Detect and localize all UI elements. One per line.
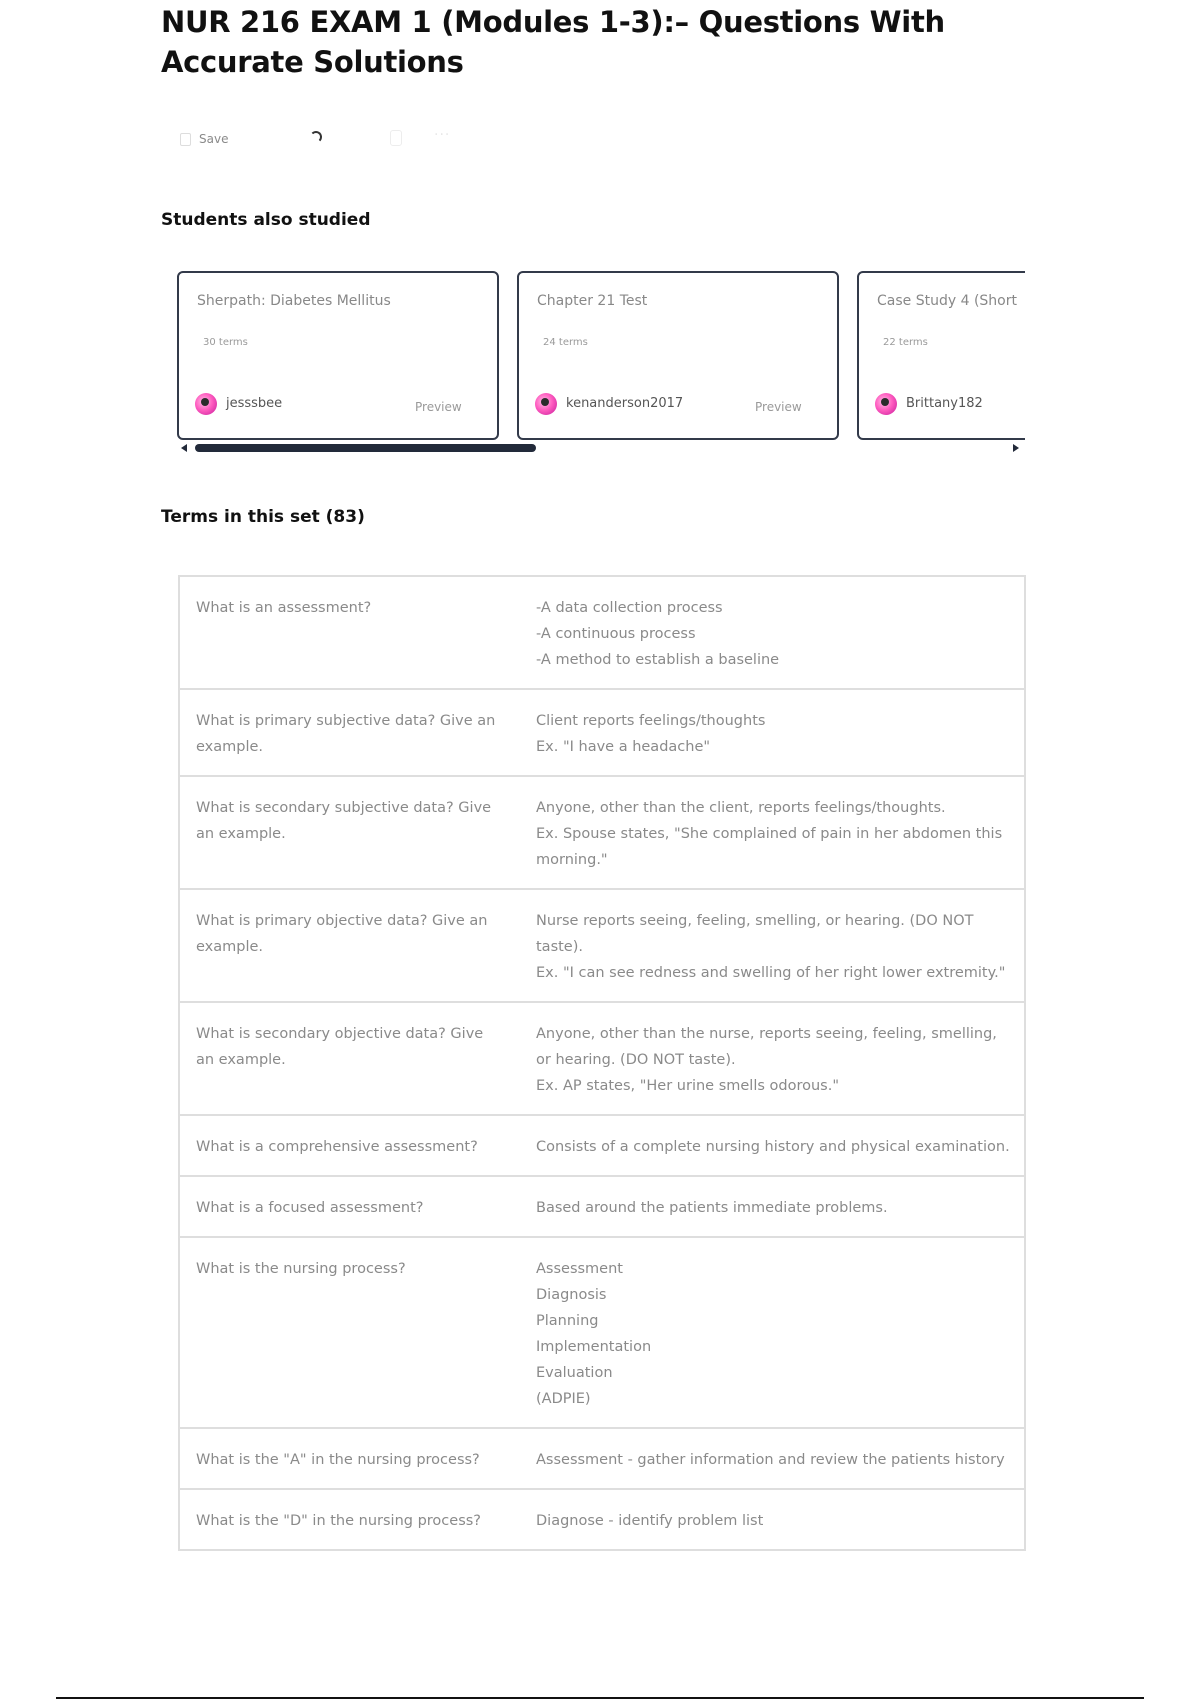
term-answer-line: -A method to establish a baseline: [536, 652, 780, 668]
term-row: [180, 1003, 1024, 1116]
term-row: [180, 690, 1024, 777]
term-question: What is the nursing process?: [196, 1261, 406, 1277]
term-answer-line: Based around the patients immediate problems.: [536, 1200, 888, 1216]
term-question: What is primary subjective data? Give an example.: [196, 713, 496, 755]
scroll-right-arrow-icon[interactable]: [1013, 444, 1019, 452]
term-answer: [520, 1429, 1024, 1488]
term-answer: [520, 1238, 1024, 1427]
term-answer-line: Assessment: [536, 1261, 623, 1277]
term-answer-line: Consists of a complete nursing history and physical examination.: [536, 1139, 1010, 1155]
card-term-count: 24 terms: [543, 337, 588, 348]
term-answer: [520, 1003, 1024, 1114]
card-title: Chapter 21 Test: [537, 293, 648, 309]
card-term-count: 30 terms: [203, 337, 248, 348]
term-row: [180, 1116, 1024, 1177]
card-term-count: 22 terms: [883, 337, 928, 348]
more-options-icon[interactable]: ···: [434, 127, 451, 143]
term-row: [180, 777, 1024, 890]
loading-spinner-icon: [310, 131, 322, 143]
term-answer-line: -A continuous process: [536, 626, 696, 642]
term-answer: [520, 690, 1024, 775]
term-question: What is primary objective data? Give an example.: [196, 913, 488, 955]
term-row: [180, 1177, 1024, 1238]
term-row: [180, 1429, 1024, 1490]
page-title: NUR 216 EXAM 1 (Modules 1-3):– Questions With Accurate Solutions: [161, 5, 945, 79]
term-row: [180, 1490, 1024, 1549]
term-question: What is a comprehensive assessment?: [196, 1139, 478, 1155]
term-answer-line: Planning: [536, 1313, 599, 1329]
divider: [56, 1697, 1144, 1699]
term-answer-line: Diagnose - identify problem list: [536, 1513, 764, 1529]
term-question: What is a focused assessment?: [196, 1200, 424, 1216]
term-answer-line: Ex. "I have a headache": [536, 739, 711, 755]
avatar: [195, 393, 217, 415]
terms-in-set-heading: Terms in this set (83): [161, 507, 365, 527]
term-row: [180, 890, 1024, 1003]
avatar: [875, 393, 897, 415]
study-set-card[interactable]: [177, 271, 499, 440]
study-set-card[interactable]: [857, 271, 1025, 440]
toolbar: [180, 126, 500, 152]
term-answer-line: (ADPIE): [536, 1391, 591, 1407]
card-title: Case Study 4 (Short: [877, 293, 1017, 309]
term-answer-line: -A data collection process: [536, 600, 723, 616]
term-question: What is secondary objective data? Give an example.: [196, 1026, 484, 1068]
term-answer-line: Anyone, other than the client, reports feelings/thoughts.: [536, 800, 946, 816]
term-answer-line: Evaluation: [536, 1365, 613, 1381]
card-username[interactable]: jesssbee: [226, 396, 283, 411]
term-answer-line: Ex. "I can see redness and swelling of her right lower extremity.": [536, 965, 1006, 981]
save-button[interactable]: [180, 126, 228, 152]
share-icon[interactable]: [390, 130, 402, 146]
term-answer: [520, 1490, 1024, 1549]
scroll-left-arrow-icon[interactable]: [181, 444, 187, 452]
term-answer-line: Assessment - gather information and review the patients history: [536, 1452, 1005, 1468]
term-answer: [520, 577, 1024, 688]
term-answer: [520, 1116, 1024, 1175]
carousel-scrollbar[interactable]: [177, 442, 1025, 454]
save-label: Save: [199, 132, 229, 146]
term-answer-line: Ex. Spouse states, "She complained of pain in her abdomen this morning.": [536, 826, 1003, 868]
term-row: [180, 1238, 1024, 1429]
terms-table: [178, 575, 1026, 1551]
study-sets-carousel: [177, 271, 1025, 457]
card-title: Sherpath: Diabetes Mellitus: [197, 293, 391, 309]
study-set-card[interactable]: [517, 271, 839, 440]
students-also-studied-heading: Students also studied: [161, 210, 371, 230]
term-answer-line: Diagnosis: [536, 1287, 607, 1303]
avatar: [535, 393, 557, 415]
term-answer-line: Nurse reports seeing, feeling, smelling, or hearing. (DO NOT taste).: [536, 913, 974, 955]
preview-button[interactable]: Preview: [755, 400, 802, 414]
term-answer-line: Client reports feelings/thoughts: [536, 713, 766, 729]
card-username[interactable]: kenanderson2017: [566, 396, 684, 411]
term-answer: [520, 1177, 1024, 1236]
preview-button[interactable]: Preview: [415, 400, 462, 414]
term-row: [180, 577, 1024, 690]
term-answer: [520, 890, 1024, 1001]
term-answer: [520, 777, 1024, 888]
bookmark-icon: [180, 133, 191, 146]
term-answer-line: Anyone, other than the nurse, reports seeing, feeling, smelling, or hearing. (DO NOT taste).: [536, 1026, 997, 1068]
term-answer-line: Implementation: [536, 1339, 652, 1355]
term-answer-line: Ex. AP states, "Her urine smells odorous.": [536, 1078, 840, 1094]
card-username[interactable]: Brittany182: [906, 396, 983, 411]
term-question: What is the "A" in the nursing process?: [196, 1452, 480, 1468]
term-question: What is the "D" in the nursing process?: [196, 1513, 481, 1529]
term-question: What is secondary subjective data? Give an example.: [196, 800, 492, 842]
scrollbar-thumb[interactable]: [195, 444, 536, 452]
term-question: What is an assessment?: [196, 600, 372, 616]
